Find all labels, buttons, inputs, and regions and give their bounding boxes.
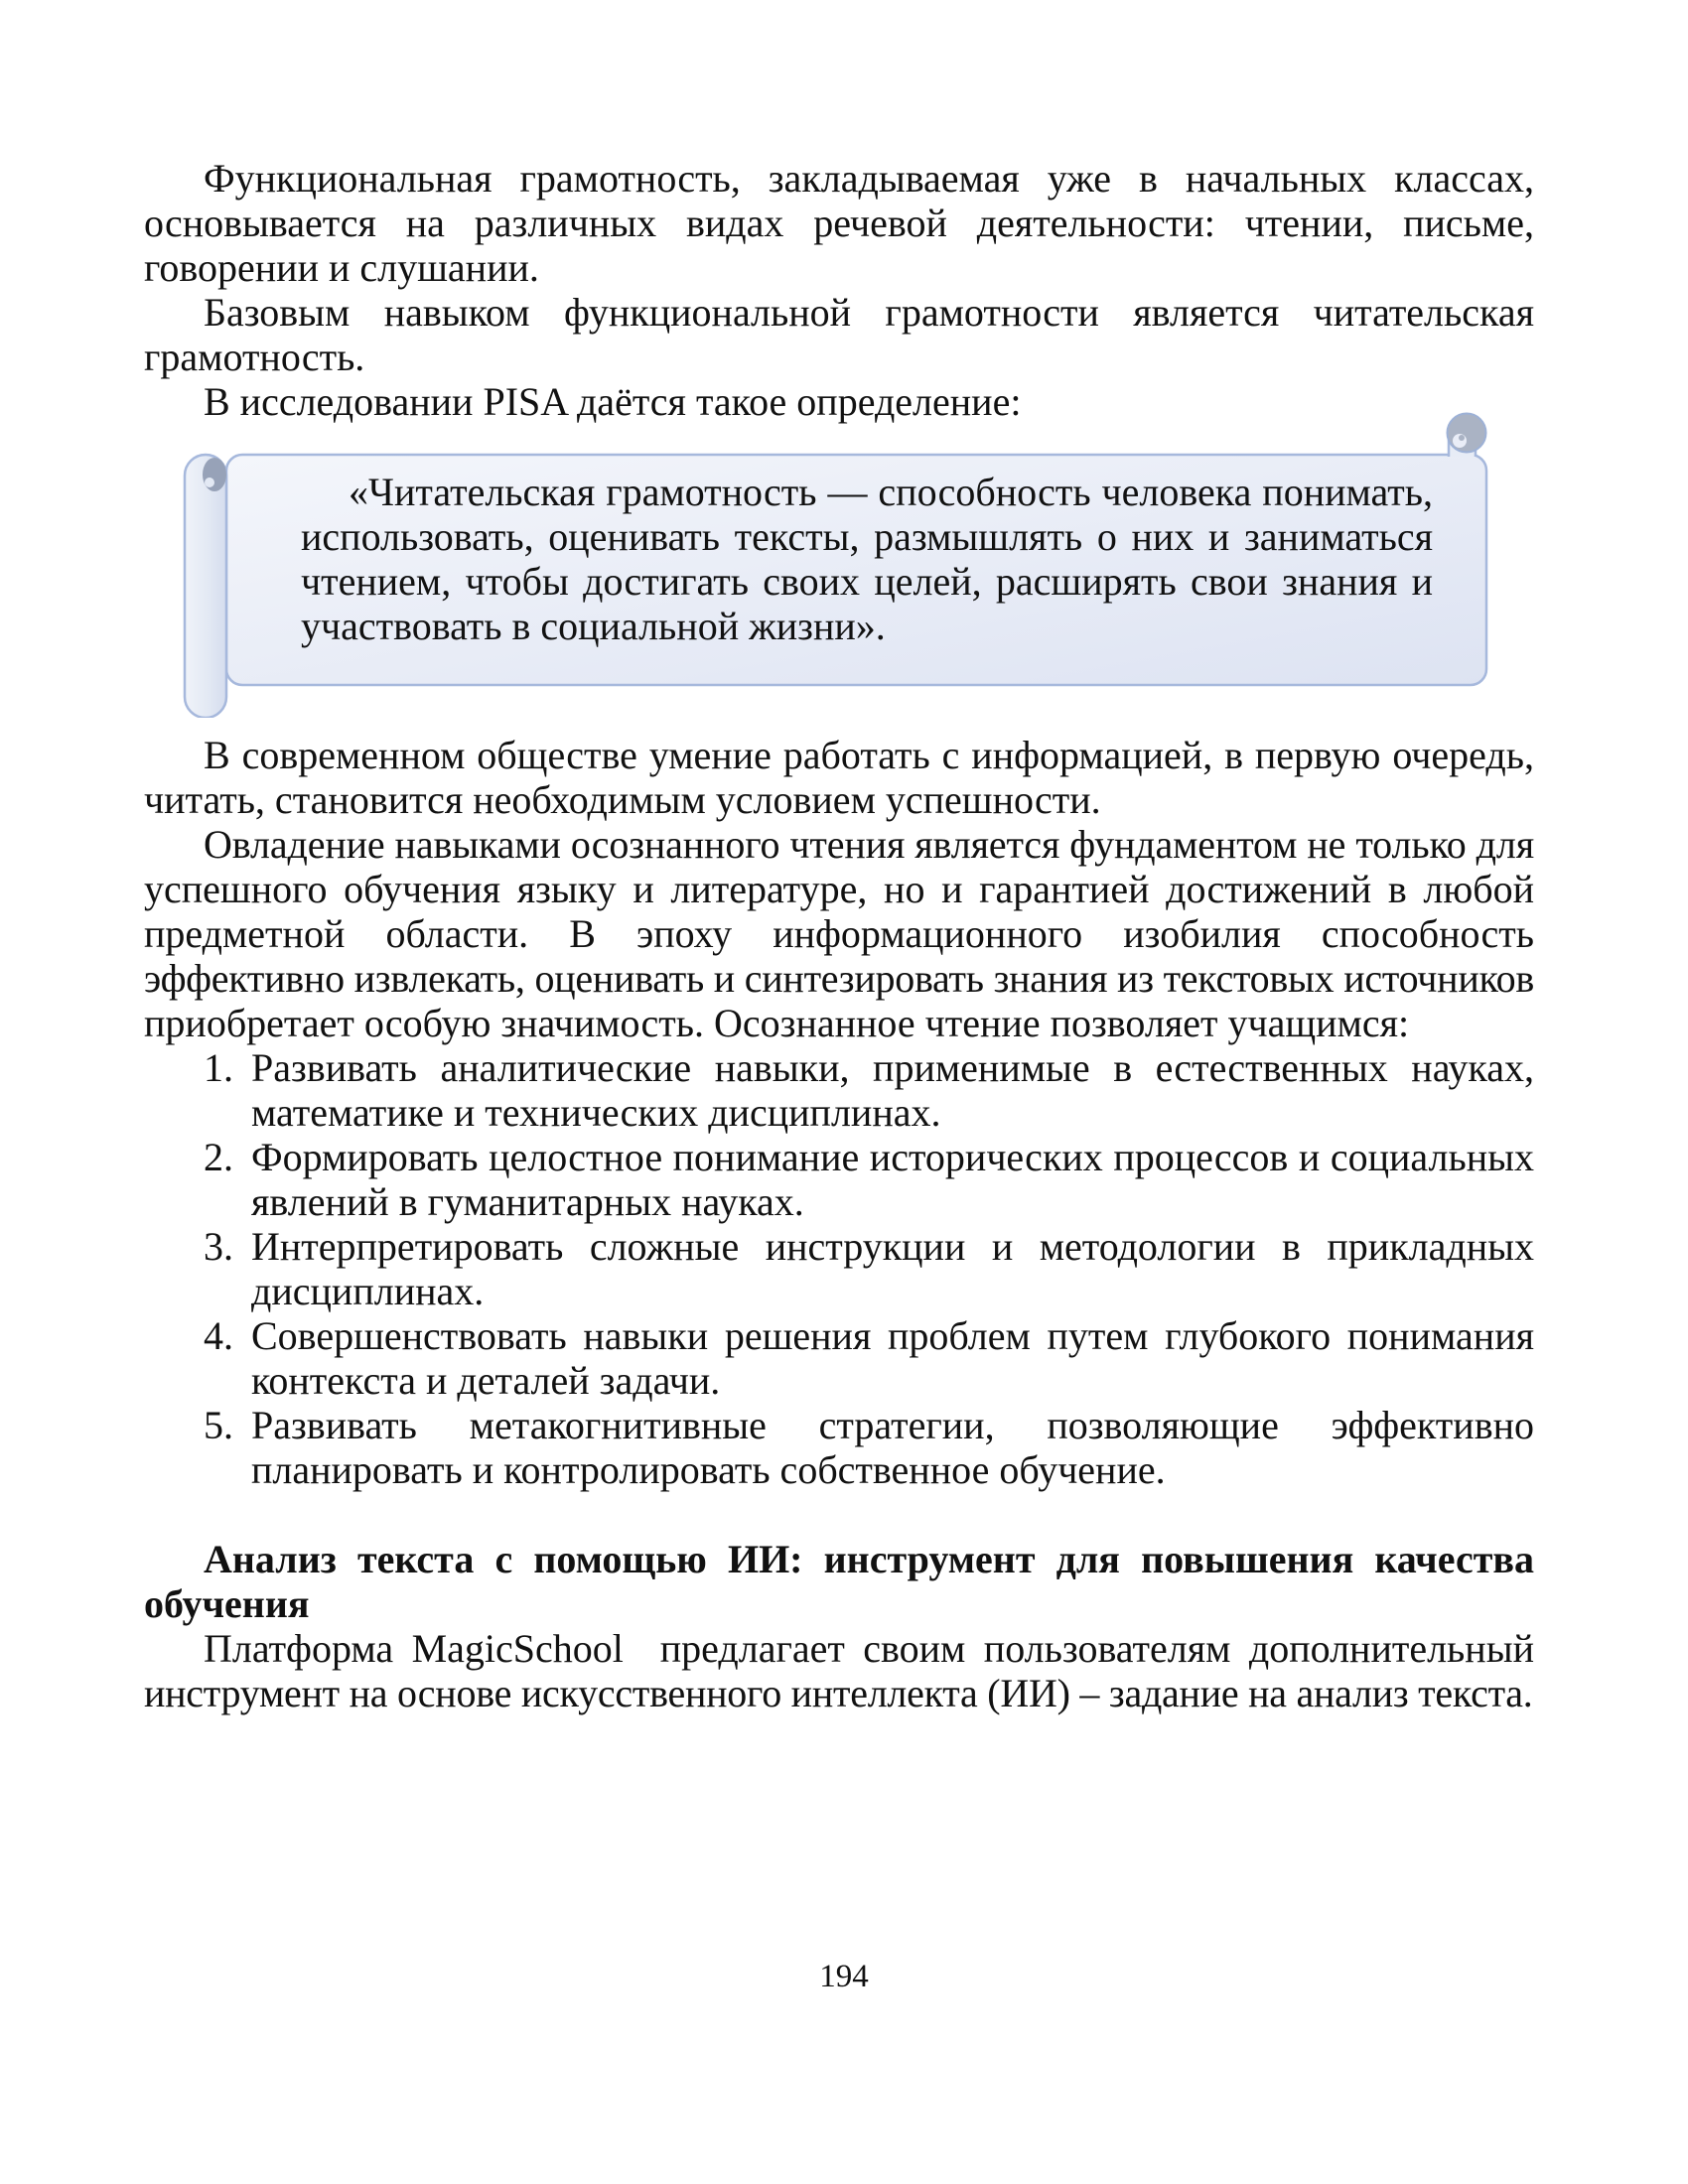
text-line: математике и технических дисциплинах.: [251, 1090, 941, 1135]
list-item-text: [251, 1313, 1534, 1403]
paragraph-conscious-reading: [144, 822, 1534, 1045]
paragraph-modern-society: [144, 733, 1534, 822]
list-item-text: [251, 1135, 1534, 1224]
text-line: Интерпретировать сложные инструкции и методологии в прикладных: [251, 1224, 1534, 1269]
scroll-left-roll-curl: [203, 458, 226, 491]
text-line: В исследовании PISA даётся такое определение:: [204, 379, 1022, 424]
list-item-text: [251, 1224, 1534, 1313]
page-content: [144, 156, 1534, 1715]
scroll-left-roll-curl-notch: [205, 478, 214, 487]
text-line: явлений в гуманитарных науках.: [251, 1179, 804, 1224]
text-line: контекста и деталей задачи.: [251, 1358, 721, 1403]
text-line: Овладение навыками осознанного чтения является фундаментом не только для: [204, 822, 1534, 867]
text-line: В современном обществе умение работать с информацией, в первую очередь,: [204, 733, 1534, 777]
section-heading: [144, 1537, 1534, 1626]
paragraph-magicschool: [144, 1626, 1534, 1715]
paragraph-basic-skill: [144, 290, 1534, 379]
list-item: [144, 1045, 1534, 1135]
list-item-number: 2.: [204, 1135, 233, 1179]
page-number: 194: [819, 1959, 869, 1994]
text-line: эффективно извлекать, оценивать и синтезировать знания из текстовых источников: [144, 956, 1534, 1001]
paragraph-functional-literacy: [144, 156, 1534, 290]
text-line: приобретает особую значимость. Осознанное чтение позволяет учащимся:: [144, 1001, 1410, 1045]
list-item-text: [251, 1403, 1534, 1492]
list-item: [144, 1403, 1534, 1492]
list-item-number: 3.: [204, 1224, 233, 1269]
list-item: [144, 1224, 1534, 1313]
text-line: Платформа MagicSchool предлагает своим пользователям дополнительный: [204, 1626, 1534, 1671]
scroll-top-right-curl: [1448, 414, 1486, 453]
quote-scroll-callout: [144, 412, 1534, 718]
text-line: участвовать в социальной жизни».: [301, 604, 886, 648]
text-line: грамотность.: [144, 335, 365, 379]
scroll-left-roll: [185, 455, 226, 718]
text-line: Развивать метакогнитивные стратегии, позволяющие эффективно: [251, 1403, 1534, 1447]
text-line: Совершенствовать навыки решения проблем путем глубокого понимания: [251, 1313, 1534, 1358]
list-item-text: [251, 1045, 1534, 1135]
text-line: Анализ текста с помощью ИИ: инструмент для повышения качества: [204, 1537, 1534, 1581]
list-item-number: 5.: [204, 1403, 233, 1447]
text-line: успешного обучения языку и литературе, но и гарантией достижений в любой: [144, 867, 1534, 911]
text-line: использовать, оценивать тексты, размышлять о них и заниматься: [301, 514, 1433, 559]
text-line: Базовым навыком функциональной грамотности является читательская: [204, 290, 1534, 335]
list-item: [144, 1135, 1534, 1224]
text-line: Функциональная грамотность, закладываемая уже в начальных классах,: [204, 156, 1534, 201]
quote-text: [301, 470, 1433, 648]
text-line: обучения: [144, 1581, 310, 1626]
blank-line: [144, 1492, 1534, 1537]
text-line: инструмент на основе искусственного интеллекта (ИИ) – задание на анализ текста.: [144, 1671, 1533, 1715]
list-item-number: 4.: [204, 1313, 233, 1358]
list-item: [144, 1313, 1534, 1403]
text-line: Формировать целостное понимание исторических процессов и социальных: [251, 1135, 1534, 1179]
list-item-number: 1.: [204, 1045, 233, 1090]
text-line: читать, становится необходимым условием успешности.: [144, 777, 1101, 822]
text-line: говорении и слушании.: [144, 245, 539, 290]
text-line: «Читательская грамотность — способность человека понимать,: [349, 470, 1433, 514]
numbered-list: [144, 1045, 1534, 1492]
text-line: дисциплинах.: [251, 1269, 485, 1313]
scroll-top-right-curl-dot: [1459, 435, 1465, 441]
text-line: планировать и контролировать собственное обучение.: [251, 1447, 1166, 1492]
text-line: предметной области. В эпоху информационного изобилия способность: [144, 911, 1534, 956]
text-line: Развивать аналитические навыки, применимые в естественных науках,: [251, 1045, 1534, 1090]
text-line: основывается на различных видах речевой деятельности: чтении, письме,: [144, 201, 1534, 245]
text-line: чтением, чтобы достигать своих целей, расширять свои знания и: [301, 559, 1433, 604]
